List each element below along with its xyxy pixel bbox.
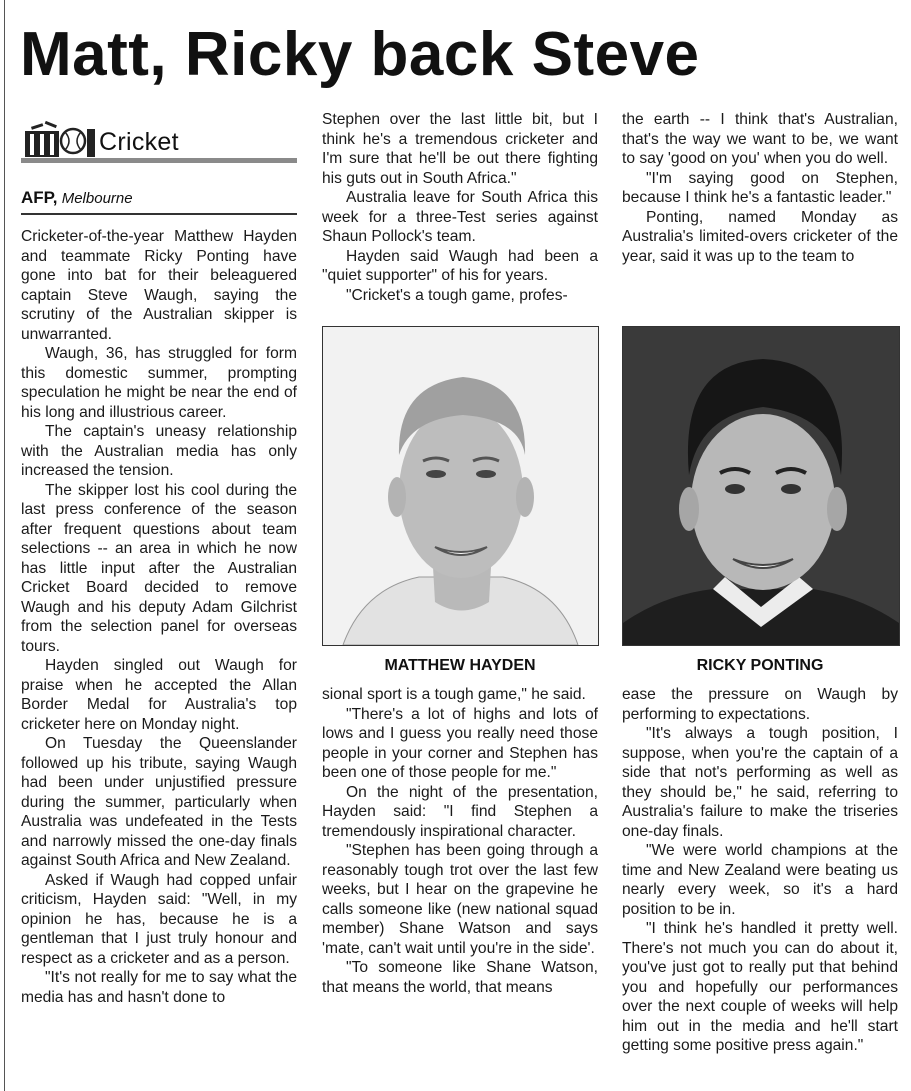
section-header: [21, 117, 297, 165]
paragraph: "Stephen has been going through a reasonably tough trot over the last few weeks, but I hear on the grapevine he calls someone like (new national squad member) Shane Watson and says 'mate, can't wait until you're in the side'.: [322, 842, 598, 957]
paragraph: Australia leave for South Africa this week for a three-Test series against Shaun Pollock's team.: [322, 189, 598, 245]
byline-location: Melbourne: [61, 190, 133, 207]
paragraph: "We were world champions at the time and New Zealand were beating us nearly every week, so it's a hard position to be in.: [622, 842, 898, 918]
paragraph: ease the pressure on Waugh by performing to expectations.: [622, 686, 898, 723]
cricket-stumps-icon: [21, 117, 97, 159]
byline-rule: [21, 213, 297, 215]
article-column-2-top: [322, 110, 598, 305]
byline: [21, 188, 133, 209]
paragraph: Asked if Waugh had copped unfair criticism, Hayden said: "Well, in my opinion he has, because he is a gentleman that I just truly honour and respect as a cricketer and as a person.: [21, 871, 297, 967]
paragraph: On the night of the presentation, Hayden said: "I find Stephen a tremendously inspirational character.: [322, 783, 598, 840]
paragraph: Waugh, 36, has struggled for form this domestic summer, prompting speculation he might be near the end of his long and illustrious career.: [21, 345, 297, 421]
paragraph: Hayden said Waugh had been a "quiet supporter" of his for years.: [322, 247, 598, 284]
paragraph: "I think he's handled it pretty well. There's not much you can do about it, you've just got to really put that behind you and hopefully our performances over the next couple of weeks will help him out in the media and he'll start getting some positive press again.": [622, 920, 898, 1054]
headline: Matt, Ricky back Steve: [20, 20, 700, 89]
paragraph: Ponting, named Monday as Australia's limited-overs cricketer of the year, said it was up to the team to: [622, 208, 898, 265]
paragraph: "It's always a tough position, I suppose, when you're the captain of a side that not's performing as well as they should be," he said, referring to Australia's failure to make the triseries one-day finals.: [622, 725, 898, 840]
paragraph: The captain's uneasy relationship with the Australian media has only increased the tension.: [21, 423, 297, 479]
byline-agency: AFP,: [21, 188, 58, 207]
matthew-hayden-photo: [322, 326, 599, 646]
article-column-2-bottom: [322, 685, 598, 997]
article-column-3-bottom: [622, 685, 898, 1056]
paragraph: "It's not really for me to say what the media has and hasn't done to: [21, 969, 297, 1006]
paragraph: "Cricket's a tough game, profes-: [346, 286, 568, 304]
section-label: Cricket: [99, 128, 179, 156]
hayden-caption: MATTHEW HAYDEN: [384, 657, 536, 674]
paragraph: Cricketer-of-the-year Matthew Hayden and teammate Ricky Ponting have gone into bat for their beleaguered captain Steve Waugh, saying the scrutiny of the Australian skipper is unwarranted.: [21, 228, 297, 343]
paragraph: On Tuesday the Queenslander followed up his tribute, saying Waugh had been under unjustified pressure during the summer, particularly when Australia was undefeated in the Tests and narrowly missed the one-day finals against South Africa and New Zealand.: [21, 735, 297, 869]
paragraph: Stephen over the last little bit, but I think he's a tremendous cricketer and I'm sure that he'll be out there fighting his guts out in South Africa.": [322, 111, 598, 187]
paragraph: Hayden singled out Waugh for praise when he accepted the Allan Border Medal for Australia's top cricketer here on Monday night.: [21, 657, 297, 733]
ricky-ponting-photo: [622, 326, 900, 646]
paragraph: "There's a lot of highs and lots of lows and I guess you really need those people in your corner and Stephen has been one of those people for me.": [322, 705, 598, 781]
paragraph: sional sport is a tough game," he said.: [322, 686, 586, 703]
article-column-1: [21, 227, 297, 1007]
page-margin-rule: [4, 0, 5, 1091]
ponting-caption: RICKY PONTING: [696, 657, 824, 674]
paragraph: the earth -- I think that's Australian, that's the way we want to be, we want to say 'good on you' when you do well.: [622, 111, 898, 167]
paragraph: "I'm saying good on Stephen, because I think he's a fantastic leader.": [622, 169, 898, 206]
article-column-3-top: [622, 110, 898, 266]
paragraph: "To someone like Shane Watson, that means the world, that means: [322, 959, 598, 996]
paragraph: The skipper lost his cool during the last press conference of the season after frequent questions about team selections -- an area in which he now has little input after the Australian Cricket Board decided to remove Waugh and his deputy Adam Gilchrist from the selection panel for overseas tours.: [21, 481, 297, 655]
section-rule: [21, 158, 297, 163]
